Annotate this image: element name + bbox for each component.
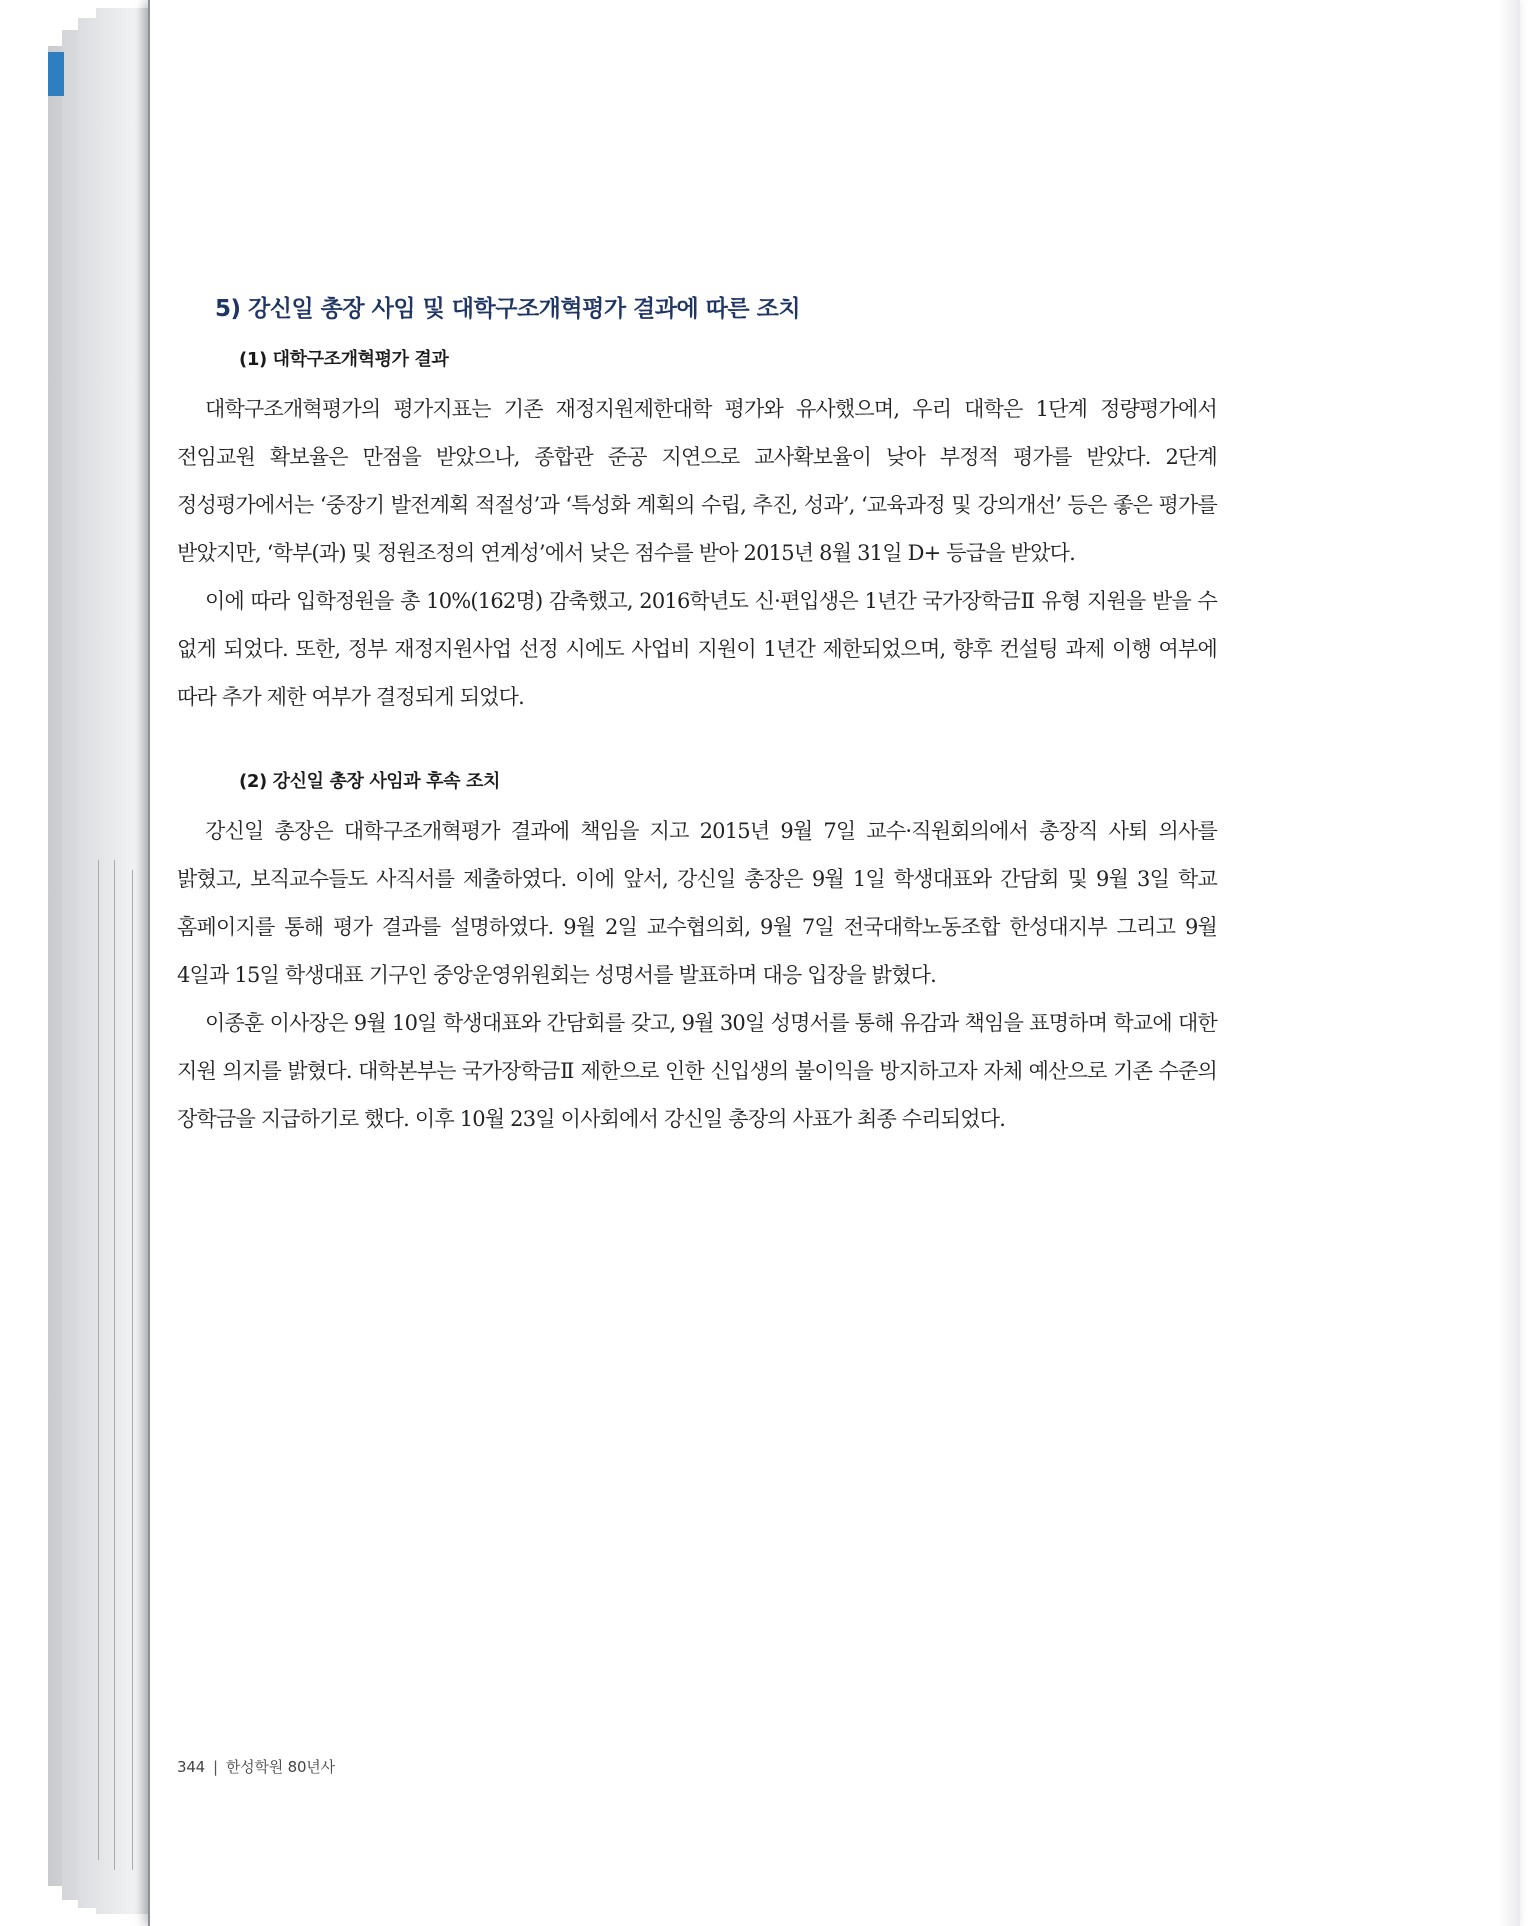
paragraph: 대학구조개혁평가의 평가지표는 기존 재정지원제한대학 평가와 유사했으며, 우리 대학은 1단계 정량평가에서 전임교원 확보율은 만점을 받았으나, 종합관 준공 지연으로 교사확보율이 낮아 부정적 평가를 받았다. 2단계 정성평가에서는 ‘중장기 발전계획 적절성’과 ‘특성화 계획의 수립, 추진, 성과’, ‘교육과정 및 강의개선’ 등은 좋은 평가를 받았지만, ‘학부(과) 및 정원조정의 연계성’에서 낮은 점수를 받아 2015년 8월 31일 D+ 등급을 받았다.: [177, 397, 1217, 565]
paragraph: 이종훈 이사장은 9월 10일 학생대표와 간담회를 갖고, 9월 30일 성명서를 통해 유감과 책임을 표명하며 학교에 대한 지원 의지를 밝혔다. 대학본부는 국가장학금Ⅱ 제한으로 인한 신입생의 불이익을 방지하고자 자체 예산으로 기존 수준의 장학금을 지급하기로 했다. 이후 10월 23일 이사회에서 강신일 총장의 사표가 최종 수리되었다.: [177, 1011, 1217, 1131]
subsection-title: (1) 대학구조개혁평가 결과: [239, 349, 449, 370]
book-title: 한성학원 80년사: [225, 1758, 335, 1776]
section-title: 5) 강신일 총장 사임 및 대학구조개혁평가 결과에 따른 조치: [215, 296, 801, 322]
page-edge-shadow: [1498, 0, 1520, 1926]
page-footer: [177, 1756, 335, 1777]
page-number: 344: [177, 1758, 206, 1776]
chapter-tab-marker: [48, 52, 64, 96]
paragraph: 강신일 총장은 대학구조개혁평가 결과에 책임을 지고 2015년 9월 7일 교수·직원회의에서 총장직 사퇴 의사를 밝혔고, 보직교수들도 사직서를 제출하였다. 이에 앞서, 강신일 총장은 9월 1일 학생대표와 간담회 및 9월 3일 학교 홈페이지를 통해 평가 결과를 설명하였다. 9월 2일 교수협의회, 9월 7일 전국대학노동조합 한성대지부 그리고 9월 4일과 15일 학생대표 기구인 중앙운영위원회는 성명서를 발표하며 대응 입장을 밝혔다.: [177, 819, 1217, 987]
page-stack-edge: [132, 870, 133, 1870]
paragraph: 이에 따라 입학정원을 총 10%(162명) 감축했고, 2016학년도 신·편입생은 1년간 국가장학금Ⅱ 유형 지원을 받을 수 없게 되었다. 또한, 정부 재정지원사업 선정 시에도 사업비 지원이 1년간 제한되었으며, 향후 컨설팅 과제 이행 여부에 따라 추가 제한 여부가 결정되게 되었다.: [177, 589, 1217, 709]
footer-separator: |: [213, 1758, 218, 1776]
subsection-title: (2) 강신일 총장 사임과 후속 조치: [239, 771, 500, 792]
page-stack-edge: [114, 860, 115, 1870]
page-stack-layer: [96, 8, 153, 1914]
page-stack-edge: [98, 860, 99, 1860]
page-content: [177, 290, 1217, 1143]
